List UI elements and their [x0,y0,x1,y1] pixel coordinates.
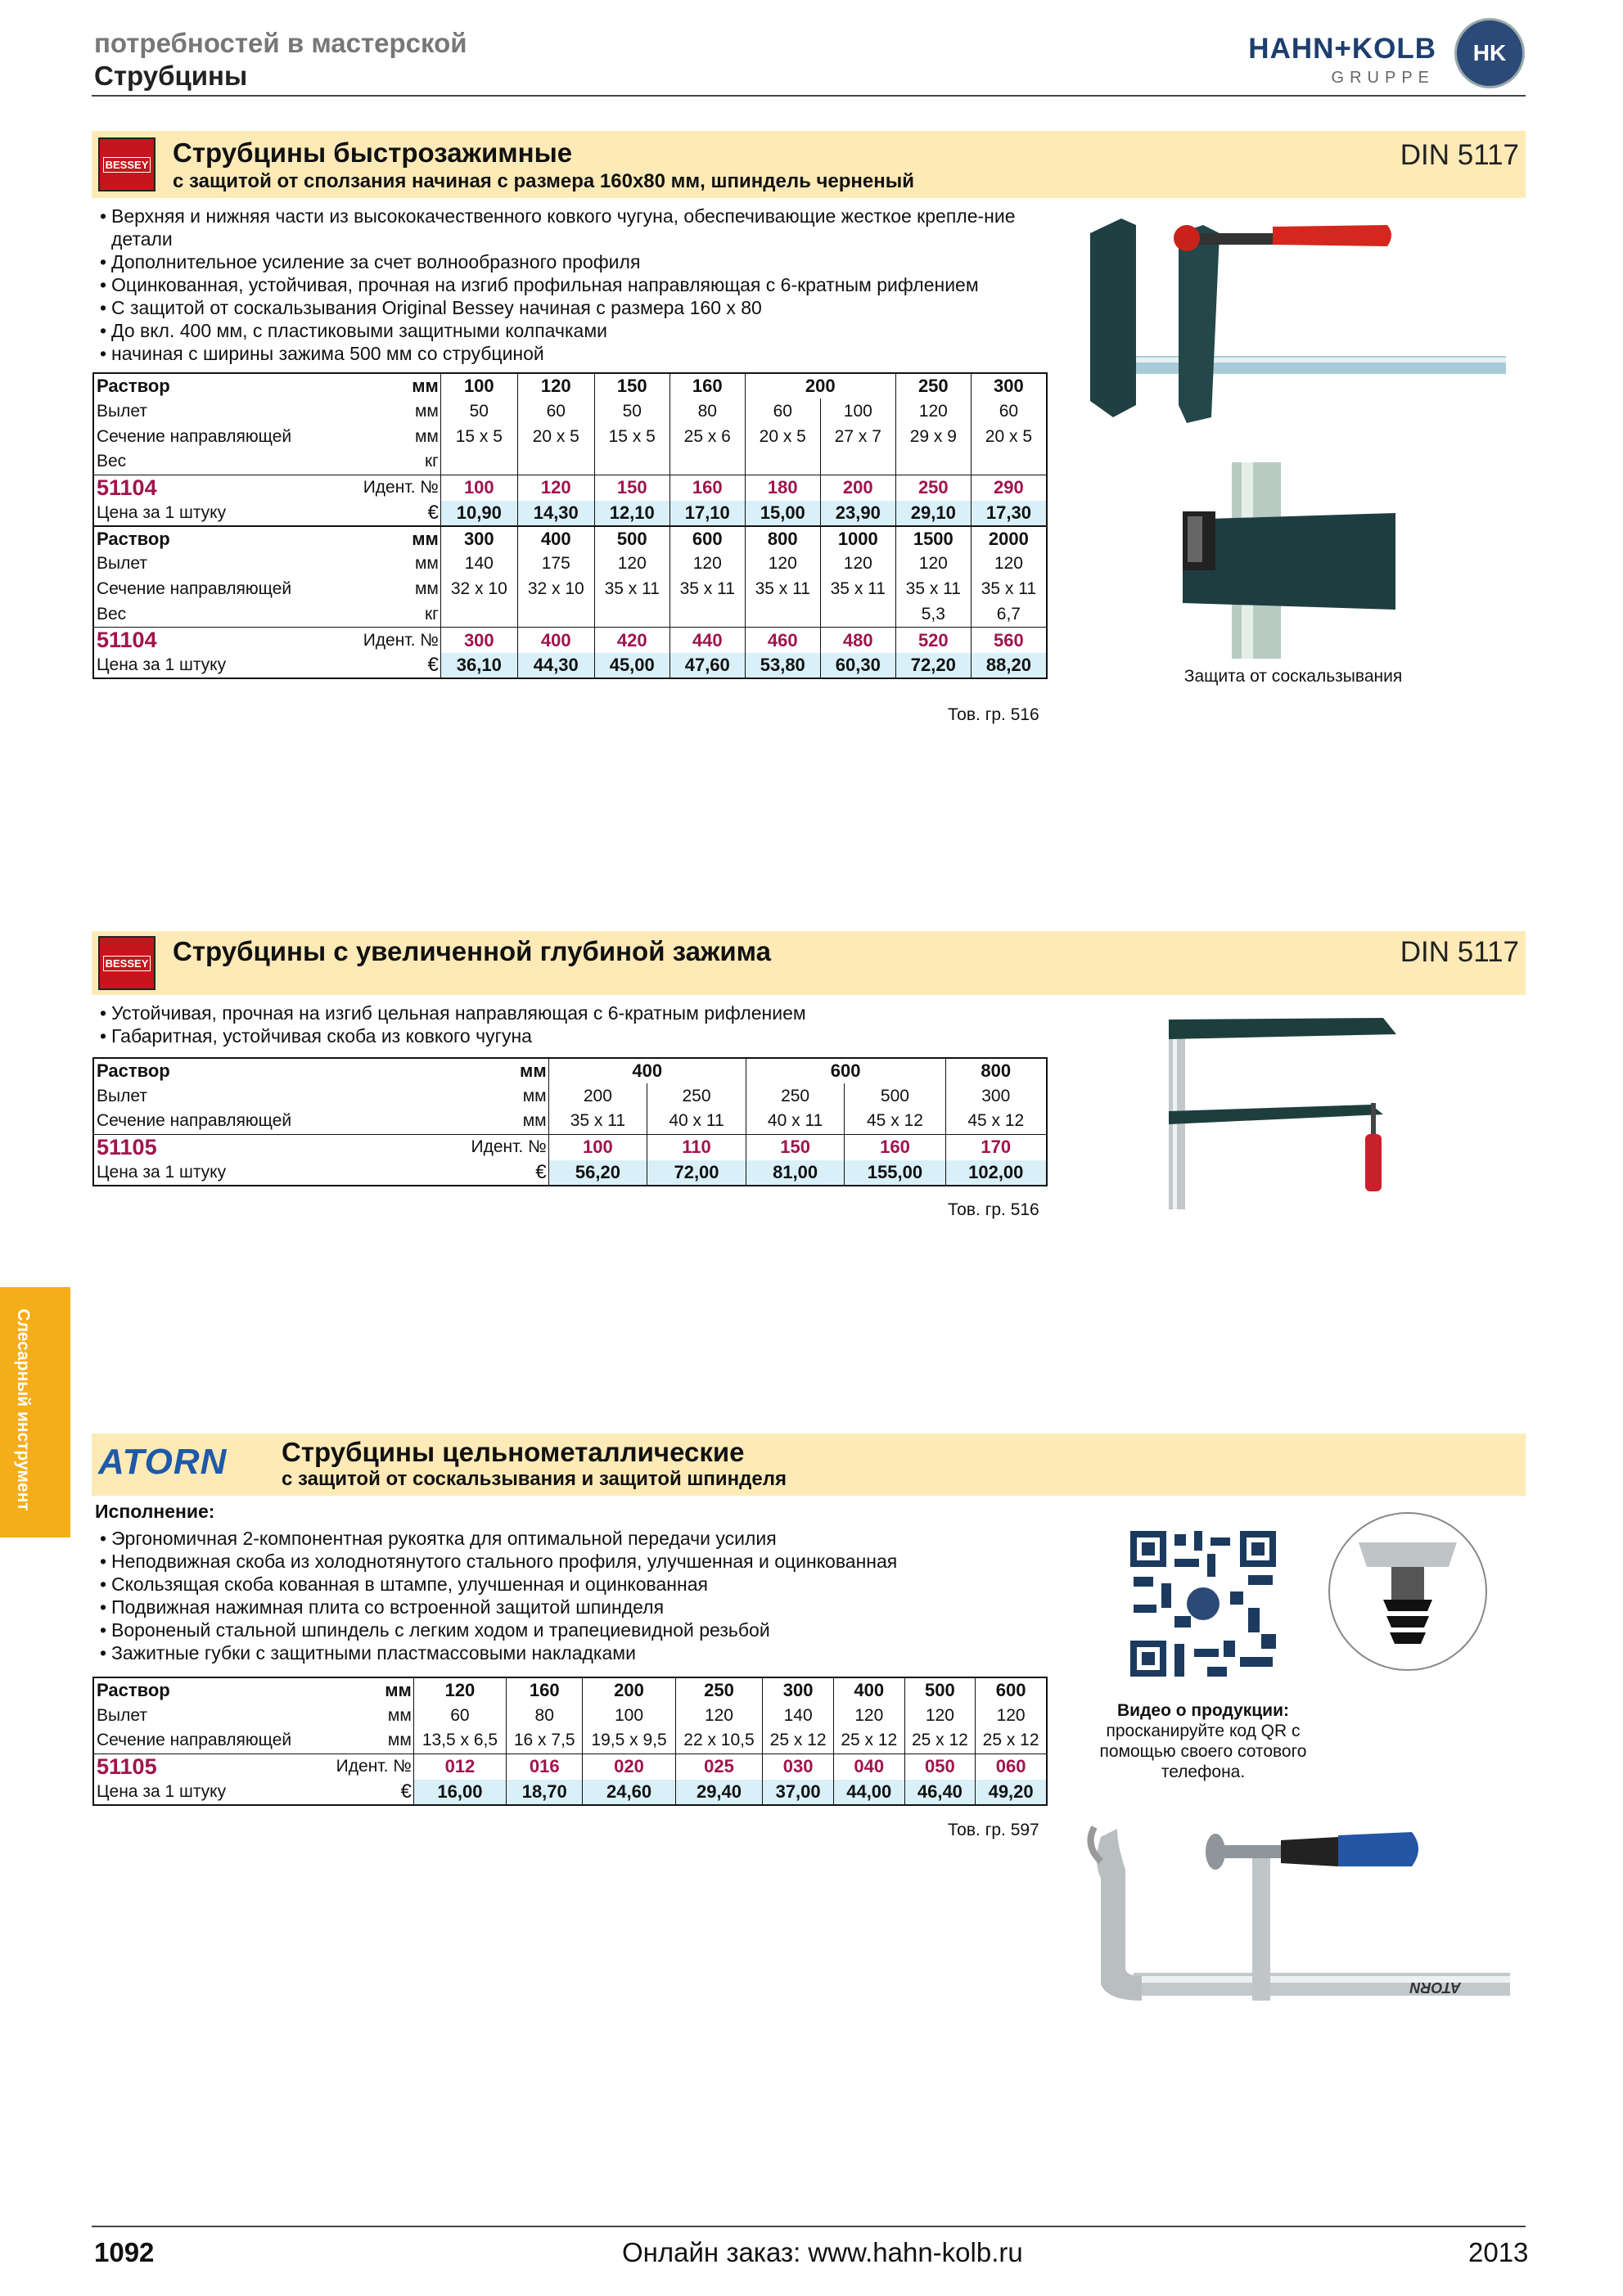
section-cell: 16 x 7,5 [507,1728,583,1754]
raster-cell: 600 [976,1677,1047,1703]
section-cell: 40 x 11 [647,1109,746,1134]
table-row [93,1728,1047,1754]
price-label: Цена за 1 штуку [93,1780,322,1805]
weight-label: Вес [97,604,127,624]
article-id-cell: 100 [548,1134,647,1160]
vylet-label: Вылет [97,554,147,573]
section-label: Сечение направляющей [97,1111,292,1131]
hahn-kolb-logo [1224,15,1526,93]
price-cell: 16,00 [413,1780,506,1805]
section-label: Сечение направляющей [97,1731,292,1750]
article-id-cell: 012 [413,1754,506,1780]
price-cell: 17,10 [669,501,745,526]
vylet-unit: мм [414,554,439,573]
vylet-cell: 200 [548,1083,647,1109]
article-id-cell: 200 [820,475,895,501]
section-cell: 22 x 10,5 [675,1728,763,1754]
vylet-cell: 50 [440,398,517,424]
vylet-label: Вылет [97,401,147,421]
quick-clamp-image [1064,209,1506,442]
section2-features [95,1002,1061,1047]
feature-item: • Скользящая скоба кованная в штампе, улучшенная и оцинкованная [95,1573,1061,1596]
section-cell: 25 x 12 [763,1728,834,1754]
vylet-cell: 120 [904,1703,976,1728]
section1-table [92,372,1048,679]
raster-cell: 400 [548,1058,746,1083]
section2-product-group: Тов. гр. 516 [948,1200,1039,1219]
raster-cell: 250 [895,373,971,398]
vylet-cell: 60 [745,398,820,424]
raster-label: Раствор [93,526,341,551]
section-cell: 45 x 12 [845,1109,945,1134]
raster-label: Раствор [97,1060,170,1081]
article-id-cell: 040 [833,1754,904,1780]
raster-cell: 800 [745,526,820,551]
section3-table [92,1677,1048,1806]
price-cell: 47,60 [669,653,745,678]
article-id-cell: 016 [507,1754,583,1780]
article-id-cell: 160 [845,1134,945,1160]
price-unit: € [341,653,440,678]
section2-table [92,1057,1048,1186]
deep-clamp-image [1162,1013,1408,1209]
raster-unit: мм [385,1680,412,1700]
vylet-cell: 140 [440,551,517,577]
section-cell: 35 x 11 [971,577,1047,602]
feature-item: • Зажитные губки с защитными пластмассовыми накладками [95,1641,1061,1664]
raster-cell: 250 [675,1677,763,1703]
feature-item: • С защитой от соскальзывания Original Bessey начиная с размера 160 x 80 [95,296,1061,319]
page-number: 1092 [94,2237,155,2267]
section-cell: 25 x 6 [669,424,745,449]
article-id-cell: 150 [746,1134,845,1160]
article-id-cell: 025 [675,1754,763,1780]
article-id-cell: 180 [745,475,820,501]
raster-cell: 800 [945,1058,1047,1083]
section-cell: 32 x 10 [517,577,594,602]
raster-cell: 1000 [820,526,895,551]
article-id-unit: Идент. № [341,475,440,501]
raster-cell: 300 [440,526,517,551]
raster-cell: 150 [594,373,669,398]
table-row [93,653,1047,678]
price-cell: 49,20 [976,1780,1047,1805]
price-cell: 24,60 [583,1780,675,1805]
price-cell: 155,00 [845,1160,945,1186]
article-id-cell: 160 [669,475,745,501]
table-row [93,449,1047,475]
section1-features [95,205,1061,365]
section3-title-band [92,1434,1526,1496]
section3-title: Струбцины цельнометаллические [282,1437,745,1467]
section-cell: 35 x 11 [548,1109,647,1134]
raster-cell: 400 [517,526,594,551]
section-cell: 27 x 7 [820,424,895,449]
section-cell: 35 x 11 [669,577,745,602]
section1-din: DIN 5117 [1400,139,1519,171]
section-cell: 35 x 11 [820,577,895,602]
section-cell: 19,5 x 9,5 [583,1728,675,1754]
feature-item: • Неподвижная скоба из холоднотянутого стального профиля, улучшенная и оцинкованная [95,1550,1061,1573]
section-cell: 25 x 12 [976,1728,1047,1754]
article-id-cell: 110 [647,1134,746,1160]
price-label: Цена за 1 штуку [93,501,341,526]
article-id-cell: 030 [763,1754,834,1780]
article-id-cell: 060 [976,1754,1047,1780]
weight-cell: 5,3 [895,602,971,628]
section1-subtitle: с защитой от сползания начиная с размера 160x80 мм, шпиндель черненый [173,170,915,192]
article-id-cell: 400 [517,628,594,654]
vylet-cell: 120 [675,1703,763,1728]
feature-item: • До вкл. 400 мм, с пластиковыми защитными колпачками [95,319,1061,342]
article-id-cell: 420 [594,628,669,654]
section-label: Сечение направляющей [97,426,292,446]
atorn-logo: ATORN [98,1442,228,1482]
price-unit: € [322,1780,413,1805]
price-label: Цена за 1 штуку [93,1160,419,1186]
feature-item: • Верхняя и нижняя части из высококачественного ковкого чугуна, обеспечивающие жесткое крепле-ние детали [95,205,1061,250]
table-row [93,475,1047,501]
vylet-cell: 500 [845,1083,945,1109]
raster-cell: 200 [583,1677,675,1703]
article-id-cell: 150 [594,475,669,501]
vylet-cell: 120 [971,551,1047,577]
article-id-unit: Идент. № [341,628,440,654]
section-unit: мм [414,426,439,446]
table-row [93,1058,1047,1083]
weight-cell [594,602,669,628]
table-row [93,1083,1047,1109]
article-id-cell: 250 [895,475,971,501]
bessey-logo: BESSEY [98,137,156,191]
vylet-cell: 120 [745,551,820,577]
weight-cell [895,449,971,475]
weight-cell [971,449,1047,475]
price-label: Цена за 1 штуку [93,653,341,678]
table-row [93,501,1047,526]
table-row [93,373,1047,398]
vylet-cell: 120 [594,551,669,577]
vylet-cell: 60 [413,1703,506,1728]
raster-cell: 100 [440,373,517,398]
section3-product-group: Тов. гр. 597 [948,1821,1039,1839]
vylet-unit: мм [522,1086,547,1105]
vylet-cell: 120 [820,551,895,577]
table-row [93,1677,1047,1703]
raster-cell: 160 [669,373,745,398]
logo-emblem-icon: HK [1454,18,1525,88]
header-subtitle: потребностей в мастерской [94,28,467,58]
price-cell: 81,00 [746,1160,845,1186]
section1-title: Струбцины быстрозажимные [173,137,573,168]
vylet-cell: 300 [945,1083,1047,1109]
qr-caption [1089,1700,1318,1782]
article-id-cell: 440 [669,628,745,654]
feature-item: • Габаритная, устойчивая скоба из ковкого чугуна [95,1024,1061,1047]
weight-label: Вес [97,452,127,471]
article-id-unit: Идент. № [322,1754,413,1780]
online-order-link[interactable]: Онлайн заказ: www.hahn-kolb.ru [622,2237,1023,2267]
price-cell: 45,00 [594,653,669,678]
section-cell: 35 x 11 [895,577,971,602]
qr-title: Видео о продукции: [1117,1701,1289,1720]
table-row [93,1703,1047,1728]
vylet-cell: 80 [669,398,745,424]
section-cell: 35 x 11 [745,577,820,602]
vylet-cell: 120 [895,551,971,577]
article-id-cell: 120 [517,475,594,501]
table-row [93,1780,1047,1805]
price-cell: 29,10 [895,501,971,526]
weight-cell [517,449,594,475]
price-cell: 36,10 [440,653,517,678]
price-cell: 44,30 [517,653,594,678]
section-label: Сечение направляющей [97,579,292,598]
vylet-label: Вылет [97,1705,147,1725]
page-title: Струбцины [94,61,248,91]
section-unit: мм [387,1731,412,1750]
feature-item: • начиная с ширины зажима 500 мм со струбциной [95,342,1061,365]
raster-cell: 500 [594,526,669,551]
header-rule [92,95,1526,97]
weight-cell [820,449,895,475]
article-id-cell: 100 [440,475,517,501]
price-cell: 37,00 [763,1780,834,1805]
article-id-cell: 290 [971,475,1047,501]
section3-heading: Исполнение: [95,1501,215,1522]
side-tab-locksmith-tools[interactable]: Слесарный инструмент [0,1287,70,1537]
raster-unit: мм [520,1060,547,1081]
vylet-cell: 250 [746,1083,845,1109]
price-cell: 12,10 [594,501,669,526]
raster-cell: 300 [971,373,1047,398]
weight-cell: 6,7 [971,602,1047,628]
vylet-cell: 120 [976,1703,1047,1728]
weight-cell [440,602,517,628]
section2-title: Струбцины с увеличенной глубиной зажима [173,936,771,966]
raster-cell: 160 [507,1677,583,1703]
vylet-cell: 140 [763,1703,834,1728]
section-cell: 20 x 5 [971,424,1047,449]
price-cell: 53,80 [745,653,820,678]
section2-title-band [92,931,1526,995]
article-id-cell: 050 [904,1754,976,1780]
logo-sub: GRUPPE [1331,69,1435,87]
vylet-unit: мм [414,401,439,421]
price-cell: 72,20 [895,653,971,678]
section-cell: 40 x 11 [746,1109,845,1134]
vylet-cell: 250 [647,1083,746,1109]
table-row [93,424,1047,449]
weight-cell [820,602,895,628]
footer-rule [92,2226,1526,2227]
price-cell: 46,40 [904,1780,976,1805]
price-cell: 72,00 [647,1160,746,1186]
article-id-cell: 170 [945,1134,1047,1160]
weight-cell [440,449,517,475]
vylet-label: Вылет [97,1086,147,1105]
raster-cell: 600 [746,1058,945,1083]
price-cell: 23,90 [820,501,895,526]
raster-cell: 1500 [895,526,971,551]
raster-cell: 500 [904,1677,976,1703]
price-cell: 14,30 [517,501,594,526]
article-id-unit: Идент. № [419,1134,548,1160]
table-row [93,1109,1047,1134]
article-id-cell: 480 [820,628,895,654]
article-id-cell: 560 [971,628,1047,654]
section-cell: 25 x 12 [904,1728,976,1754]
section1-product-group: Тов. гр. 516 [948,705,1039,724]
spindle-protection-image [1326,1510,1490,1673]
vylet-cell: 50 [594,398,669,424]
weight-cell [745,449,820,475]
table-row [93,1160,1047,1186]
price-cell: 88,20 [971,653,1047,678]
section-cell: 35 x 11 [594,577,669,602]
raster-unit: мм [412,376,439,396]
feature-item: • Оцинкованная, устойчивая, прочная на изгиб профильная направляющая с 6-кратным рифлением [95,273,1061,296]
table-row [93,602,1047,628]
raster-cell: 2000 [971,526,1047,551]
table-row [93,526,1047,551]
section-cell: 15 x 5 [594,424,669,449]
section-cell: 25 x 12 [833,1728,904,1754]
weight-unit: кг [424,604,439,624]
section-unit: мм [414,579,439,598]
raster-label: Раствор [97,1680,170,1700]
logo-name: HAHN+KOLB [1248,33,1436,65]
vylet-cell: 120 [833,1703,904,1728]
article-id-cell: 300 [440,628,517,654]
section1-title-band [92,131,1526,198]
table-row [93,628,1047,654]
article-id-label: 51104 [93,475,341,501]
weight-cell [669,449,745,475]
article-id-cell: 020 [583,1754,675,1780]
article-id-cell: 460 [745,628,820,654]
qr-code-icon[interactable] [1125,1526,1281,1681]
slip-protection-image [1183,462,1395,659]
weight-cell [594,449,669,475]
price-cell: 17,30 [971,501,1047,526]
bessey-logo: BESSEY [98,936,156,990]
raster-cell: 600 [669,526,745,551]
table-row [93,398,1047,424]
price-cell: 60,30 [820,653,895,678]
slip-protection-caption: Защита от соскальзывания [1183,667,1403,686]
price-cell: 15,00 [745,501,820,526]
raster-cell: 200 [745,373,895,398]
weight-cell [517,602,594,628]
table-row [93,1134,1047,1160]
section-cell: 13,5 x 6,5 [413,1728,506,1754]
section-unit: мм [522,1111,547,1131]
section-cell: 32 x 10 [440,577,517,602]
weight-cell [669,602,745,628]
section-cell: 20 x 5 [517,424,594,449]
section3-subtitle: с защитой от соскальзывания и защитой шпинделя [282,1468,787,1490]
raster-unit: мм [341,526,440,551]
table-row [93,551,1047,577]
article-id-label: 51105 [93,1134,419,1160]
feature-item: • Подвижная нажимная плита со встроенной защитой шпинделя [95,1596,1061,1618]
section-cell: 20 x 5 [745,424,820,449]
price-cell: 44,00 [833,1780,904,1805]
section-cell: 45 x 12 [945,1109,1047,1134]
section-cell: 29 x 9 [895,424,971,449]
feature-item: • Эргономичная 2-компонентная рукоятка для оптимальной передачи усилия [95,1527,1061,1550]
section3-features [95,1527,1061,1664]
steel-clamp-image [1068,1812,1510,2025]
clamp-brand-mark: ATORN [1409,1979,1461,1996]
weight-unit: кг [424,452,439,471]
vylet-cell: 60 [971,398,1047,424]
raster-cell: 300 [763,1677,834,1703]
article-id-label: 51105 [93,1754,322,1780]
table-row [93,577,1047,602]
article-id-cell: 520 [895,628,971,654]
vylet-cell: 80 [507,1703,583,1728]
price-unit: € [341,501,440,526]
qr-text: просканируйте код QR с помощью своего сотового телефона. [1099,1722,1307,1781]
table-row [93,1754,1047,1780]
raster-cell: 400 [833,1677,904,1703]
section2-din: DIN 5117 [1400,936,1519,968]
price-cell: 56,20 [548,1160,647,1186]
feature-item: • Устойчивая, прочная на изгиб цельная направляющая с 6-кратным рифлением [95,1002,1061,1024]
price-cell: 102,00 [945,1160,1047,1186]
vylet-cell: 60 [517,398,594,424]
raster-cell: 120 [413,1677,506,1703]
vylet-cell: 120 [669,551,745,577]
vylet-cell: 175 [517,551,594,577]
price-unit: € [419,1160,548,1186]
catalog-year: 2013 [1468,2237,1529,2267]
vylet-cell: 100 [583,1703,675,1728]
article-id-label: 51104 [93,628,341,654]
raster-label: Раствор [97,376,170,396]
vylet-cell: 120 [895,398,971,424]
raster-cell: 120 [517,373,594,398]
vylet-unit: мм [387,1705,412,1725]
price-cell: 10,90 [440,501,517,526]
feature-item: • Вороненый стальной шпиндель с легким ходом и трапециевидной резьбой [95,1618,1061,1641]
price-cell: 29,40 [675,1780,763,1805]
weight-cell [745,602,820,628]
price-cell: 18,70 [507,1780,583,1805]
vylet-cell: 100 [820,398,895,424]
feature-item: • Дополнительное усиление за счет волнообразного профиля [95,250,1061,273]
section-cell: 15 x 5 [440,424,517,449]
